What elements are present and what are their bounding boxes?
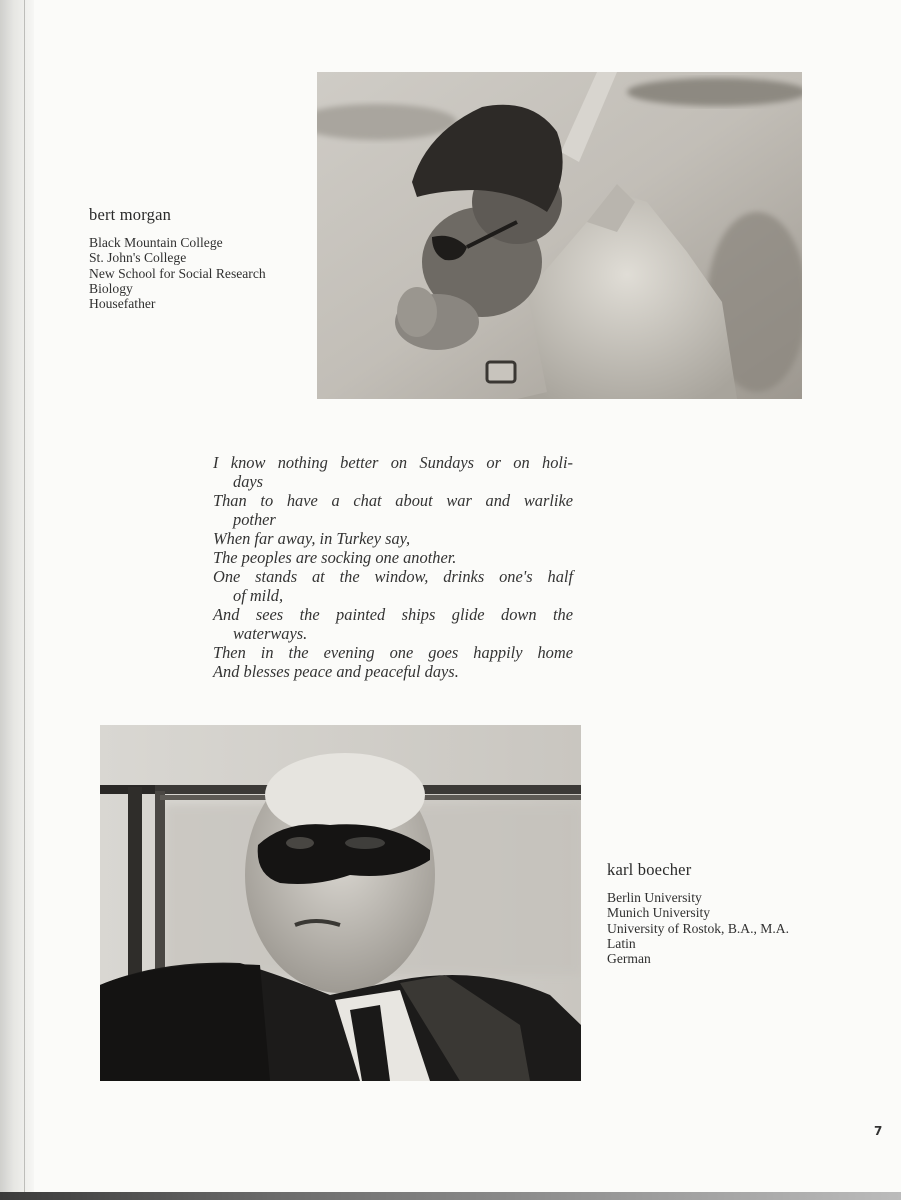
- poem-line: waterways.: [233, 624, 308, 643]
- credential-item: Biology: [89, 280, 133, 296]
- page-bottom-edge: [0, 1192, 901, 1200]
- page-number: 7: [874, 1124, 883, 1138]
- gutter-fold-line: [24, 0, 25, 1200]
- credential-list: [607, 890, 789, 966]
- profile-name: bert morgan: [89, 205, 172, 224]
- poem-line: The peoples are socking one another.: [213, 548, 457, 567]
- credential-list: [89, 235, 266, 311]
- credential-item: Housefather: [89, 296, 156, 312]
- profile-karl-boecher: [607, 860, 789, 966]
- credential-item: St. John's College: [89, 250, 187, 266]
- portrait-lighting-cigarette-icon: [317, 72, 802, 399]
- photo-bert-morgan: [317, 72, 802, 399]
- credential-item: Black Mountain College: [89, 235, 223, 250]
- portrait-in-car-sunglasses-icon: [100, 725, 581, 1081]
- credential-item: Latin: [607, 935, 636, 951]
- credential-item: New School for Social Research: [89, 265, 266, 281]
- profile-name: karl boecher: [607, 860, 692, 879]
- poem-line: of mild,: [233, 586, 284, 605]
- poem-line: One stands at the window, drinks one's half: [213, 567, 573, 586]
- credential-item: Berlin University: [607, 890, 702, 905]
- poem-line: And sees the painted ships glide down the: [213, 605, 573, 624]
- poem-line: Then in the evening one goes happily home: [213, 643, 573, 662]
- photo-karl-boecher: [100, 725, 581, 1081]
- poem-line: days: [233, 472, 264, 491]
- poem-line: And blesses peace and peaceful days.: [213, 662, 459, 681]
- poem-line: When far away, in Turkey say,: [213, 529, 411, 548]
- book-gutter: [0, 0, 34, 1200]
- poem-line: I know nothing better on Sundays or on holi-: [213, 453, 573, 472]
- poem: [213, 453, 573, 681]
- poem-line: Than to have a chat about war and warlike: [213, 491, 573, 510]
- profile-bert-morgan: [89, 205, 266, 311]
- credential-item: German: [607, 951, 651, 967]
- poem-line: pother: [233, 510, 276, 529]
- credential-item: University of Rostok, B.A., M.A.: [607, 920, 790, 936]
- credential-item: Munich University: [607, 905, 711, 921]
